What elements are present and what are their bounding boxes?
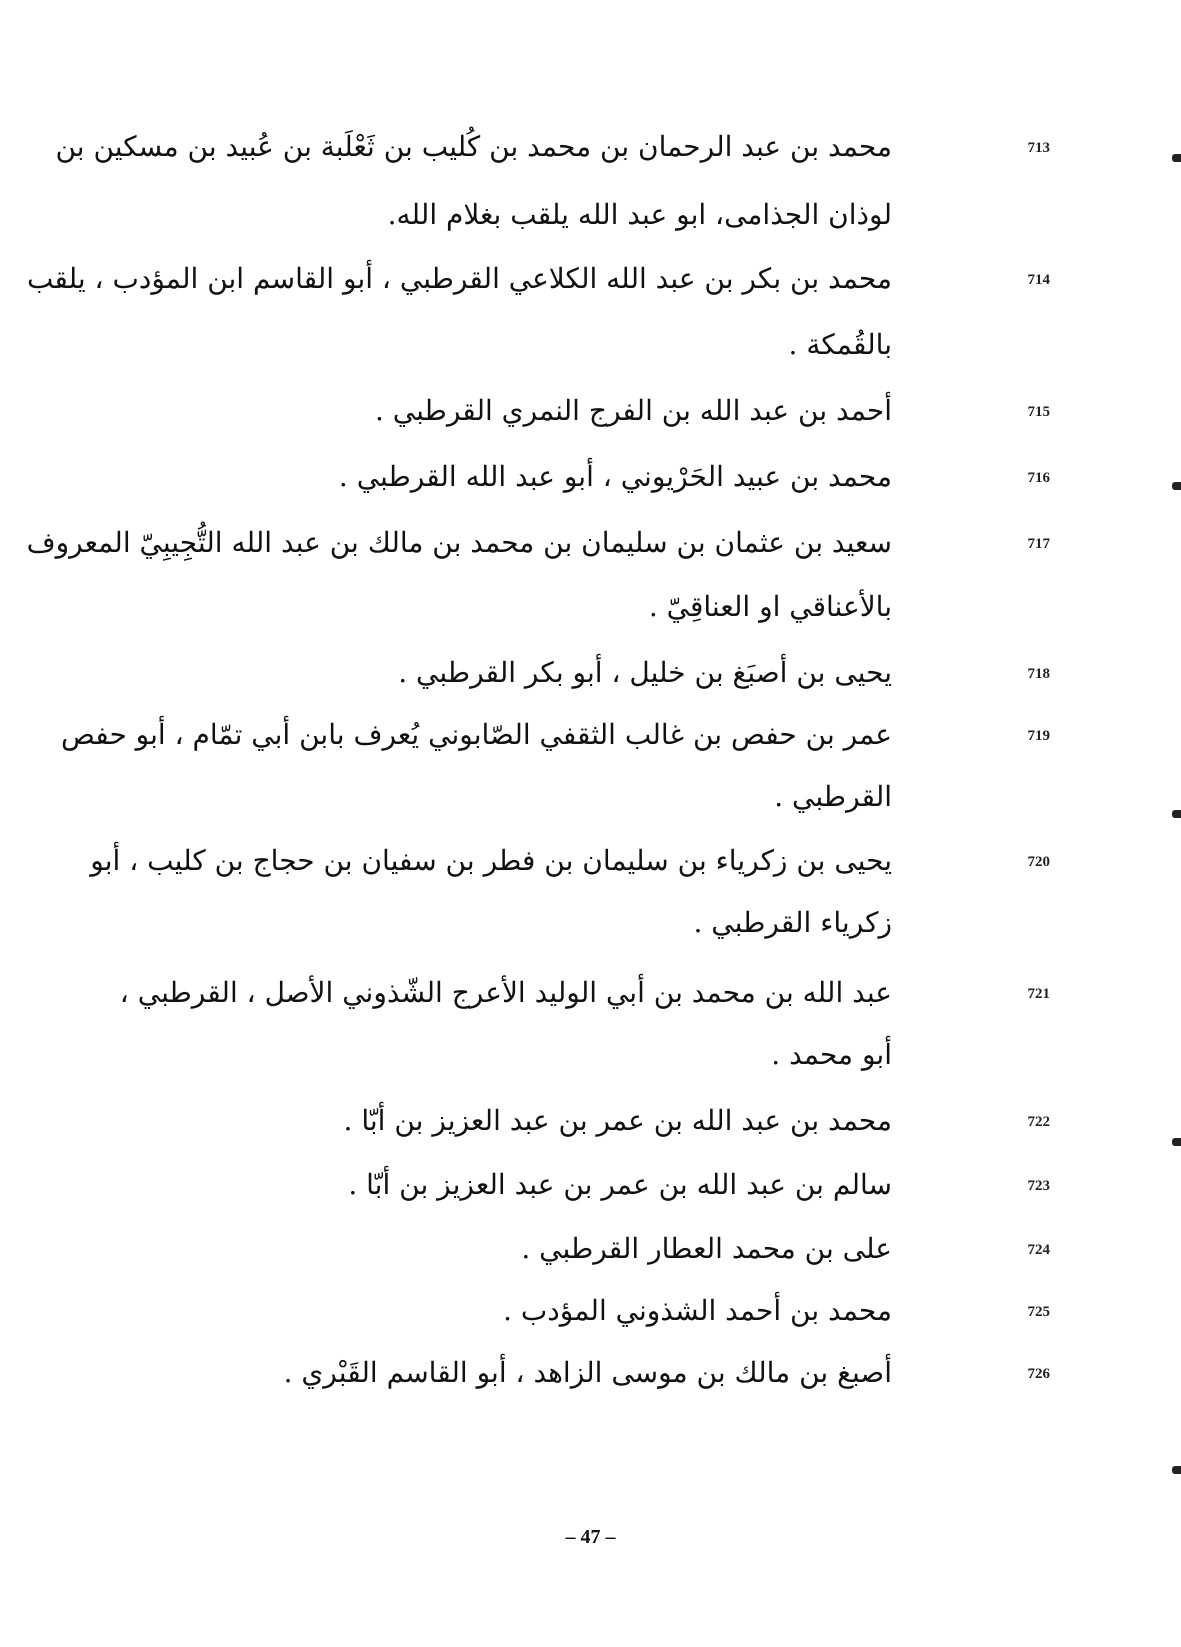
entry-number: 719 xyxy=(1027,728,1050,744)
binding-hole-mark xyxy=(1172,482,1181,490)
entry-text-line: أحمد بن عبد الله بن الفرج النمري القرطبي . xyxy=(374,394,892,427)
entry-text-line: سالم بن عبد الله بن عمر بن عبد العزيز بن أبّا . xyxy=(348,1168,892,1201)
entry-text-line: محمد بن عبد الله بن عمر بن عبد العزيز بن أبّا . xyxy=(343,1104,892,1137)
entry-text-line: يحيى بن زكرياء بن سليمان بن فطر بن سفيان بن حجاج بن كليب ، أبو xyxy=(90,844,892,877)
entry-number: 717 xyxy=(1027,536,1050,552)
binding-hole-mark xyxy=(1172,1466,1181,1474)
entry-number: 716 xyxy=(1027,470,1050,486)
entry-text-line: عبد الله بن محمد بن أبي الوليد الأعرج الشّذوني الأصل ، القرطبي ، xyxy=(119,976,892,1009)
entry-text-line: بالقُمكة . xyxy=(788,328,892,361)
entry-number: 725 xyxy=(1027,1304,1050,1320)
entry-text-line: على بن محمد العطار القرطبي . xyxy=(521,1232,892,1265)
entry-number: 721 xyxy=(1027,986,1050,1002)
entry-text-line: القرطبي . xyxy=(774,780,892,813)
entry-text-line: محمد بن أحمد الشذوني المؤدب . xyxy=(503,1294,892,1327)
entry-number: 715 xyxy=(1027,404,1050,420)
entry-number: 726 xyxy=(1027,1366,1050,1382)
entry-text-line: محمد بن بكر بن عبد الله الكلاعي القرطبي ، أبو القاسم ابن المؤدب ، يلقب xyxy=(26,262,892,295)
entry-number: 722 xyxy=(1027,1114,1050,1130)
entry-text-line: لوذان الجذامى، ابو عبد الله يلقب بغلام الله. xyxy=(387,198,892,231)
entry-number: 713 xyxy=(1027,140,1050,156)
binding-hole-mark xyxy=(1172,154,1181,162)
entry-number: 718 xyxy=(1027,666,1050,682)
entry-text-line: أصبغ بن مالك بن موسى الزاهد ، أبو القاسم القَبْري . xyxy=(283,1356,892,1389)
entry-number: 724 xyxy=(1027,1242,1050,1258)
entry-text-line: محمد بن عبيد الحَرْيوني ، أبو عبد الله القرطبي . xyxy=(338,460,892,493)
page-number: – 47 – xyxy=(565,1526,616,1548)
entry-number: 723 xyxy=(1027,1178,1050,1194)
entry-text-line: زكرياء القرطبي . xyxy=(693,906,892,939)
entry-number: 720 xyxy=(1027,854,1050,870)
entry-text-line: بالأعناقي او العناقِيّ . xyxy=(648,590,892,623)
entry-text-line: سعيد بن عثمان بن سليمان بن محمد بن مالك بن عبد الله التُّجِيبِيّ المعروف xyxy=(26,526,892,559)
entry-text-line: يحيى بن أصبَغ بن خليل ، أبو بكر القرطبي . xyxy=(398,656,892,689)
entry-text-line: محمد بن عبد الرحمان بن محمد بن كُليب بن ثَعْلَبة بن عُبيد بن مسكين بن xyxy=(55,130,892,163)
entry-number: 714 xyxy=(1027,272,1050,288)
binding-hole-mark xyxy=(1172,1138,1181,1146)
binding-hole-mark xyxy=(1172,810,1181,818)
entry-text-line: عمر بن حفص بن غالب الثقفي الصّابوني يُعرف بابن أبي تمّام ، أبو حفص xyxy=(61,718,892,751)
entry-text-line: أبو محمد . xyxy=(771,1038,892,1071)
